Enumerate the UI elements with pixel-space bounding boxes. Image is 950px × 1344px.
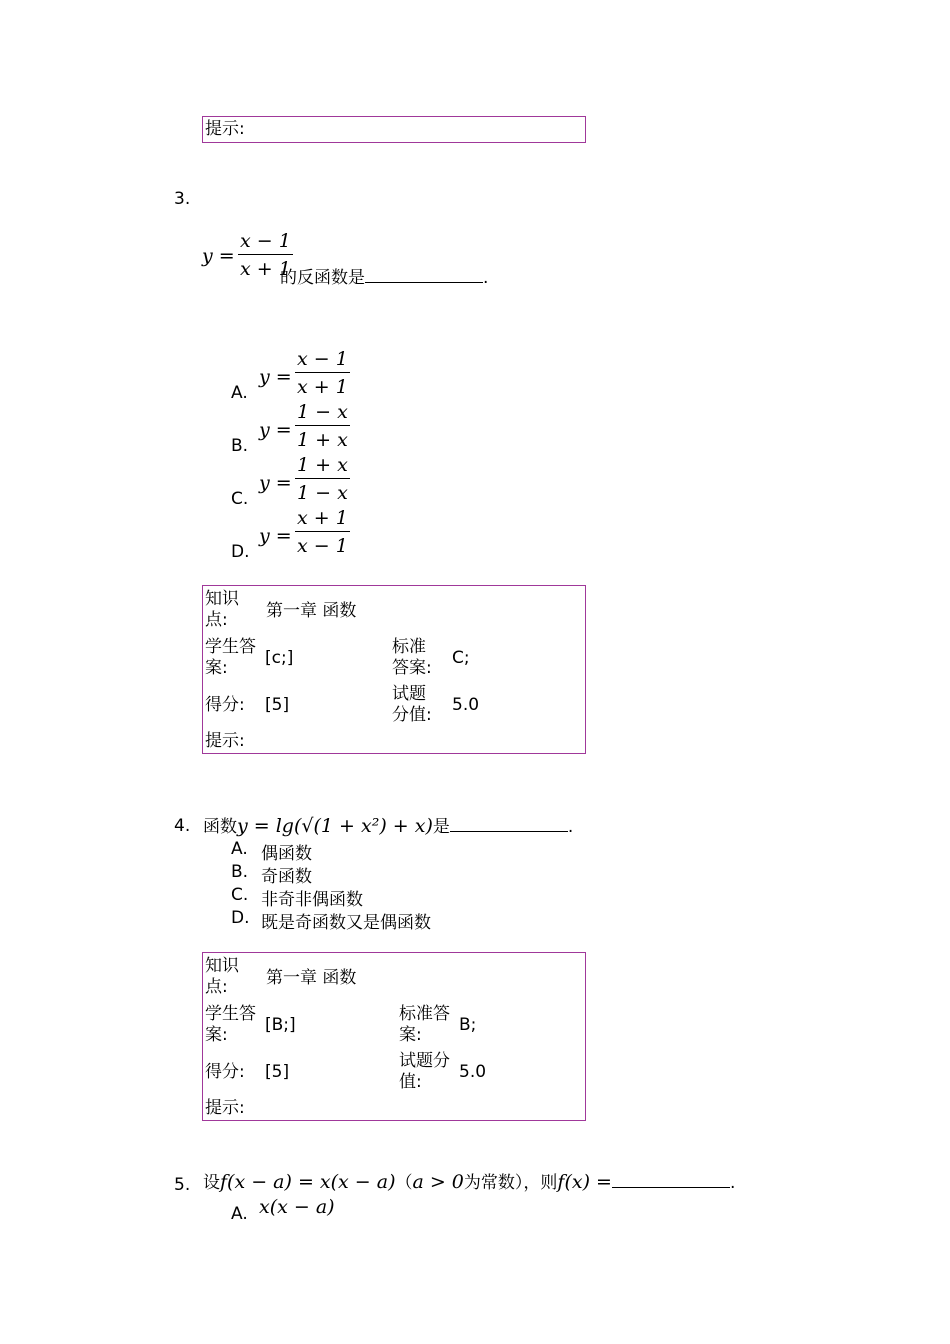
standard-answer-label-line2: 案:	[399, 1025, 422, 1045]
q5-then: 则	[540, 1173, 558, 1193]
q5-period: .	[729, 1173, 736, 1193]
q3-option-c-label: C.	[231, 489, 249, 509]
q3-option-d-y: y =	[259, 525, 292, 547]
knowledge-value: 第一章 函数	[266, 968, 357, 988]
q4-option-c-label: C.	[231, 885, 249, 905]
standard-answer-label-line2: 答案:	[392, 658, 432, 678]
q3-option-d-denominator: x − 1	[297, 535, 348, 557]
q3-period: .	[483, 268, 489, 288]
student-answer-value: [B;]	[265, 1015, 296, 1035]
score-label: 得分:	[205, 695, 245, 715]
hint-label: 提示:	[205, 119, 245, 139]
q5-answer-blank	[612, 1187, 730, 1188]
q3-stem-label: 的反函数是	[280, 268, 365, 288]
hint-label: 提示:	[205, 731, 245, 751]
q3-stem-denominator: x + 1	[240, 258, 291, 280]
student-answer-label-line1: 学生答	[205, 637, 256, 657]
q4-suffix: 是	[432, 817, 450, 837]
q5-condition-text: 为常数）	[463, 1173, 524, 1193]
q3-option-c-fraction	[295, 454, 350, 504]
full-score-label-line1: 试题分	[399, 1051, 450, 1071]
q4-option-d-text: 既是奇函数又是偶函数	[261, 913, 431, 933]
q4-option-a-label: A.	[231, 839, 248, 859]
q3-option-a-denominator: x + 1	[297, 376, 348, 398]
full-score-value: 5.0	[459, 1062, 487, 1082]
q4-option-a-text: 偶函数	[261, 844, 312, 864]
standard-answer-value: C;	[452, 648, 470, 668]
student-answer-label-line2: 案:	[205, 1025, 228, 1045]
hint-label: 提示:	[205, 1098, 245, 1118]
student-answer-label-line2: 案:	[205, 658, 228, 678]
q3-answer-blank	[365, 282, 483, 283]
q3-option-b-y: y =	[259, 419, 292, 441]
q4-option-b-label: B.	[231, 862, 249, 882]
q3-option-b-numerator: 1 − x	[295, 401, 350, 426]
q3-stem-y: y =	[202, 245, 235, 267]
full-score-value: 5.0	[452, 695, 480, 715]
q3-number: 3.	[174, 189, 191, 209]
standard-answer-label	[399, 1004, 450, 1046]
student-answer-label-line1: 学生答	[205, 1004, 256, 1024]
q3-option-a-numerator: x − 1	[295, 348, 350, 373]
q4-option-c-text: 非奇非偶函数	[261, 890, 363, 910]
q5-target: f(x) =	[557, 1171, 612, 1193]
q3-option-c-numerator: 1 + x	[295, 454, 350, 479]
knowledge-label-line1: 知识	[205, 956, 239, 976]
student-answer-label	[205, 1004, 256, 1046]
standard-answer-label-line1: 标准	[392, 637, 426, 657]
knowledge-label-line1: 知识	[205, 589, 239, 609]
q5-option-a-label: A.	[231, 1204, 248, 1224]
q3-option-d-fraction	[295, 507, 350, 557]
score-label: 得分:	[205, 1062, 245, 1082]
q3-option-b-denominator: 1 + x	[297, 429, 348, 451]
q3-option-d-numerator: x + 1	[295, 507, 350, 532]
q5-formula: f(x − a) = x(x − a)	[220, 1171, 396, 1193]
q3-option-b-fraction	[295, 401, 350, 451]
full-score-label	[392, 684, 432, 726]
q3-option-c-denominator: 1 − x	[297, 482, 348, 504]
full-score-label-line2: 值:	[399, 1072, 422, 1092]
full-score-label-line2: 分值:	[392, 705, 432, 725]
q5-paren-open: （	[395, 1173, 413, 1193]
q5-condition: a > 0	[412, 1171, 464, 1193]
knowledge-label	[205, 589, 239, 631]
standard-answer-label	[392, 637, 432, 679]
q4-period: .	[567, 817, 574, 837]
knowledge-label	[205, 956, 239, 998]
knowledge-label-line2: 点:	[205, 977, 228, 997]
q3-option-d-label: D.	[231, 542, 250, 562]
full-score-label	[399, 1051, 450, 1093]
q4-answer-blank	[450, 831, 568, 832]
q5-number: 5.	[174, 1175, 191, 1195]
q4-option-d-label: D.	[231, 908, 250, 928]
q3-stem-text	[280, 263, 488, 288]
q4-info-box	[202, 952, 586, 1121]
q3-option-a-y: y =	[259, 366, 292, 388]
student-answer-value: [c;]	[265, 648, 294, 668]
knowledge-label-line2: 点:	[205, 610, 228, 630]
q3-stem-numerator: x − 1	[238, 230, 293, 255]
q3-option-a-fraction	[295, 348, 350, 398]
student-answer-label	[205, 637, 256, 679]
q5-comma: ，	[523, 1173, 541, 1193]
q3-option-b-label: B.	[231, 436, 249, 456]
standard-answer-label-line1: 标准答	[399, 1004, 450, 1024]
knowledge-value: 第一章 函数	[266, 601, 357, 621]
q4-stem	[203, 812, 573, 837]
score-value: [5]	[265, 695, 290, 715]
q4-formula: y = lg(√(1 + x²) + x)	[237, 815, 433, 837]
q3-option-c-y: y =	[259, 472, 292, 494]
q5-prefix: 设	[203, 1173, 220, 1193]
q4-option-b-text: 奇函数	[261, 867, 312, 887]
q3-option-a-label: A.	[231, 383, 248, 403]
q4-number: 4.	[174, 816, 191, 836]
score-value: [5]	[265, 1062, 290, 1082]
full-score-label-line1: 试题	[392, 684, 426, 704]
q5-stem	[203, 1168, 735, 1193]
q5-option-a-text: x(x − a)	[259, 1196, 335, 1218]
q2-hint-box	[202, 116, 586, 143]
q4-prefix: 函数	[203, 817, 237, 837]
q3-info-box	[202, 585, 586, 754]
standard-answer-value: B;	[459, 1015, 477, 1035]
